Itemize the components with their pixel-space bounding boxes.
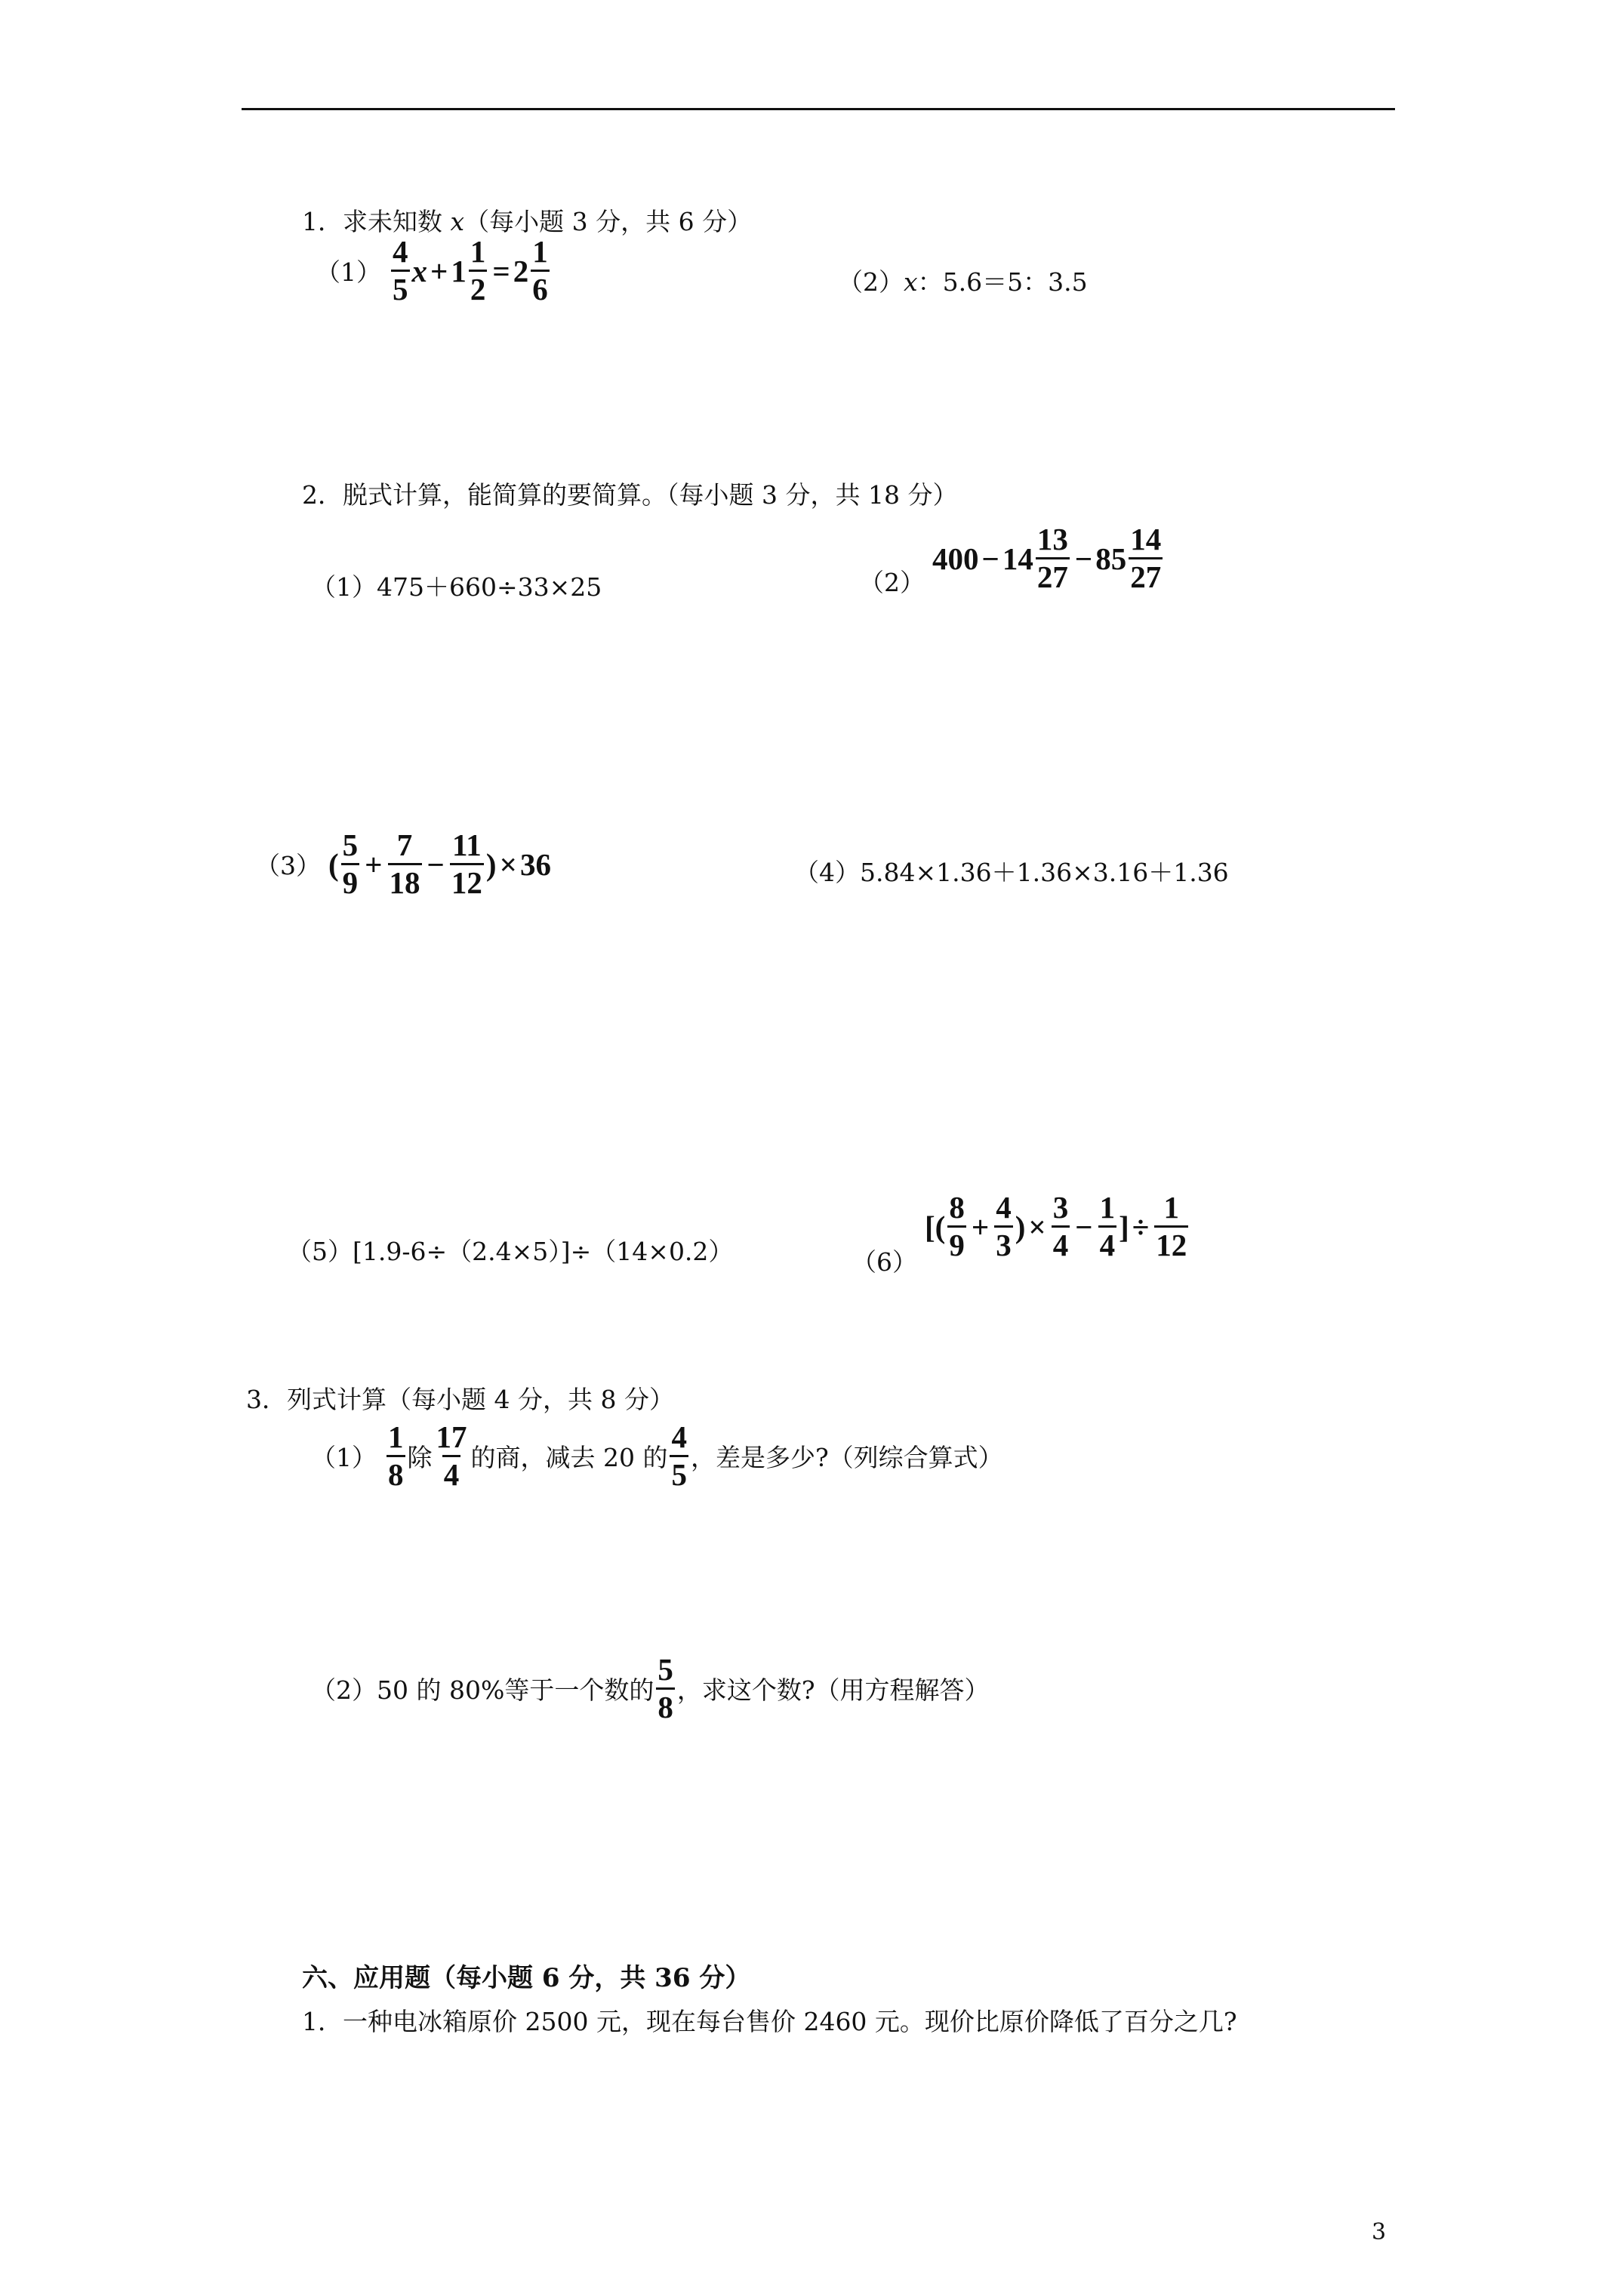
list-calc-2: （2）50 的 80%等于一个数的 $\frac{5}{8}$ ，求这个数?（用方程解答） (311, 1652, 990, 1725)
calc-2 (859, 518, 1165, 599)
equation-1-label: （1） (316, 257, 381, 288)
calc-2-label: （2） (859, 568, 925, 597)
application-q1: 1．一种电冰箱原价 2500 元，现在每台售价 2460 元。现价比原价降低了百分之几? (302, 2007, 1237, 2036)
calc-6 (852, 1175, 1190, 1278)
calc-5: （5）[1.9-6÷（2.4×5）]÷（14×0.2） (287, 1237, 734, 1266)
calc-1: （1）475＋660÷33×25 (311, 572, 602, 602)
calc-3-label: （3） (255, 851, 321, 881)
equation-1-math: $\frac{4}{5}$ x + 1 $\frac{1}{2}$ = 2 $\frac{1}{6}$ (393, 234, 548, 307)
section-2-heading: 2．脱式计算，能简算的要简算。（每小题 3 分，共 18 分） (302, 480, 958, 510)
section-6-heading: 六、应用题（每小题 6 分，共 36 分） (302, 1963, 751, 1993)
equation-2-rest: ：5.6＝5：3.5 (917, 267, 1088, 297)
page-number: 3 (1372, 2219, 1387, 2245)
list-calc-1-label: （1） (311, 1443, 377, 1473)
calc-2-math: 400 − 14 $\frac{13}{27}$ − 85 $\frac{14}{27}$ (932, 521, 1162, 594)
calc-4: （4）5.84×1.36＋1.36×3.16＋1.36 (794, 858, 1229, 887)
equation-2-label: （2） (838, 267, 904, 297)
section-3-heading: 3．列式计算（每小题 4 分，共 8 分） (246, 1385, 674, 1414)
calc-3 (255, 829, 551, 899)
section-1-heading: 1．求未知数 x（每小题 3 分，共 6 分） (302, 207, 753, 236)
equation-2-var: x (904, 267, 918, 297)
equation-1 (316, 236, 552, 306)
calc-6-label: （6） (852, 1247, 917, 1277)
calc-6-math: [( $\frac{8}{9}$ + $\frac{4}{3}$ ) × $\frac{3}{4}$ − $\frac{1}{4}$ ] ÷ $\frac{1}{12}$ (925, 1189, 1187, 1262)
list-calc-1: （1） $\frac{1}{8}$ 除 $\frac{17}{4}$ 的商，减去 20 的 $\frac{4}{5}$ ，差是多少?（列综合算式） (311, 1419, 1003, 1493)
equation-2 (838, 263, 1088, 298)
header-rule (242, 108, 1395, 110)
calc-3-math: ( $\frac{5}{9}$ + $\frac{7}{18}$ − $\frac{11}{12}$ ) × 36 (328, 827, 551, 901)
